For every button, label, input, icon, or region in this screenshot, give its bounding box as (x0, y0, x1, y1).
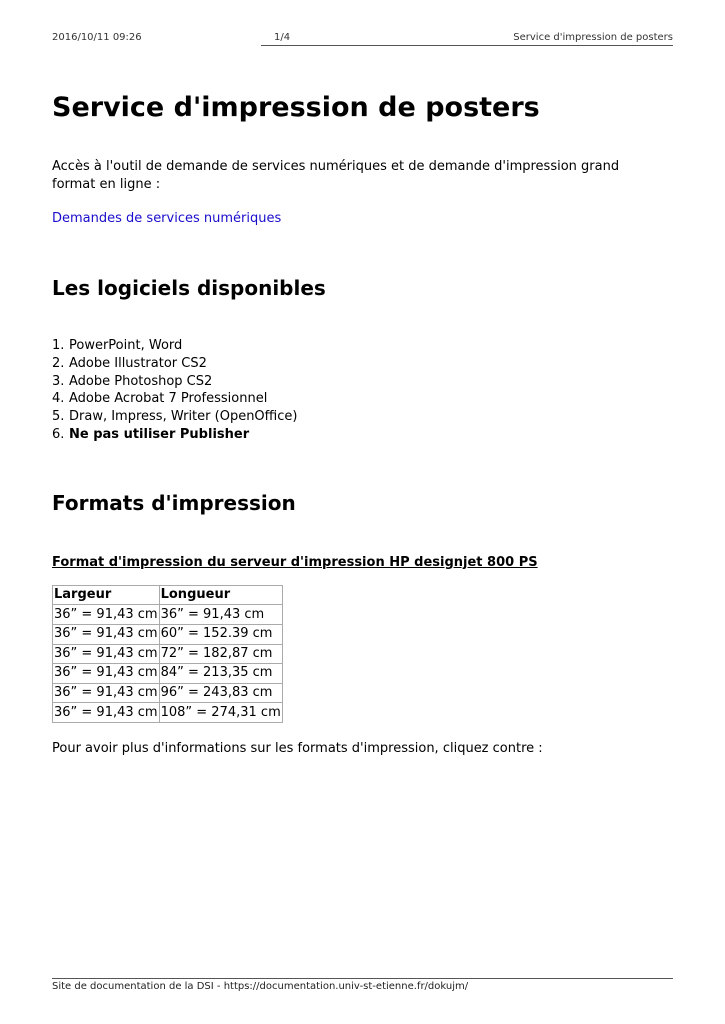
intro-paragraph: Accès à l'outil de demande de services numériques et de demande d'impression grand format en ligne : (52, 159, 620, 192)
page-number: 1/4 (274, 32, 291, 43)
table-row (53, 683, 283, 703)
software-item-label: Adobe Photoshop CS2 (69, 373, 213, 389)
table-cell: 36” = 91,43 cm (159, 605, 282, 625)
list-number: 2. (52, 355, 65, 371)
table-cell: 96” = 243,83 cm (159, 683, 282, 703)
table-cell: 108” = 274,31 cm (159, 703, 282, 723)
formats-table (52, 585, 283, 723)
header-doc-title: Service d'impression de posters (513, 32, 673, 43)
formats-subheading: Format d'impression du serveur d'impression HP designjet 800 PS (52, 554, 538, 570)
table-cell: 60” = 152.39 cm (159, 624, 282, 644)
software-item-warning (52, 426, 652, 444)
software-item (52, 355, 652, 373)
table-cell: 36” = 91,43 cm (53, 605, 160, 625)
print-footer (52, 978, 673, 994)
list-number: 1. (52, 338, 65, 353)
software-item-label: Ne pas utiliser Publisher (69, 426, 250, 442)
table-cell: 36” = 91,43 cm (53, 703, 160, 723)
print-header (52, 31, 673, 45)
table-cell: 72” = 182,87 cm (159, 644, 282, 664)
table-cell: 36” = 91,43 cm (53, 624, 160, 644)
software-item (52, 373, 652, 391)
software-heading: Les logiciels disponibles (52, 276, 326, 300)
software-item-label: Adobe Acrobat 7 Professionnel (69, 391, 268, 407)
table-row (53, 664, 283, 684)
software-item (52, 390, 652, 408)
software-list (52, 337, 652, 444)
table-cell: 36” = 91,43 cm (53, 683, 160, 703)
list-number: 5. (52, 409, 65, 425)
list-number: 4. (52, 391, 65, 407)
software-item (52, 337, 652, 355)
footer-text: Site de documentation de la DSI - https://documentation.univ-st-etienne.fr/dokujm/ (52, 981, 469, 992)
table-cell: 84” = 213,35 cm (159, 664, 282, 684)
software-item-label: PowerPoint, Word (69, 338, 183, 353)
software-item (52, 408, 652, 426)
header-divider (261, 45, 673, 46)
column-header-length: Longueur (159, 585, 282, 605)
formats-heading: Formats d'impression (52, 490, 296, 515)
table-header-row (53, 585, 283, 605)
table-row (53, 624, 283, 644)
table-cell: 36” = 91,43 cm (53, 644, 160, 664)
page-title: Service d'impression de posters (52, 92, 540, 123)
table-cell: 36” = 91,43 cm (53, 664, 160, 684)
software-item-label: Adobe Illustrator CS2 (69, 355, 207, 371)
print-datetime: 2016/10/11 09:26 (52, 32, 142, 43)
list-number: 6. (52, 426, 65, 442)
more-info-text: Pour avoir plus d'informations sur les formats d'impression, cliquez contre : (52, 740, 543, 756)
table-row (53, 644, 283, 664)
list-number: 3. (52, 373, 65, 389)
services-request-link[interactable]: Demandes de services numériques (52, 211, 282, 226)
page-content (52, 90, 652, 771)
table-row (53, 605, 283, 625)
column-header-width: Largeur (53, 585, 160, 605)
software-item-label: Draw, Impress, Writer (OpenOffice) (69, 409, 298, 425)
table-row (53, 703, 283, 723)
